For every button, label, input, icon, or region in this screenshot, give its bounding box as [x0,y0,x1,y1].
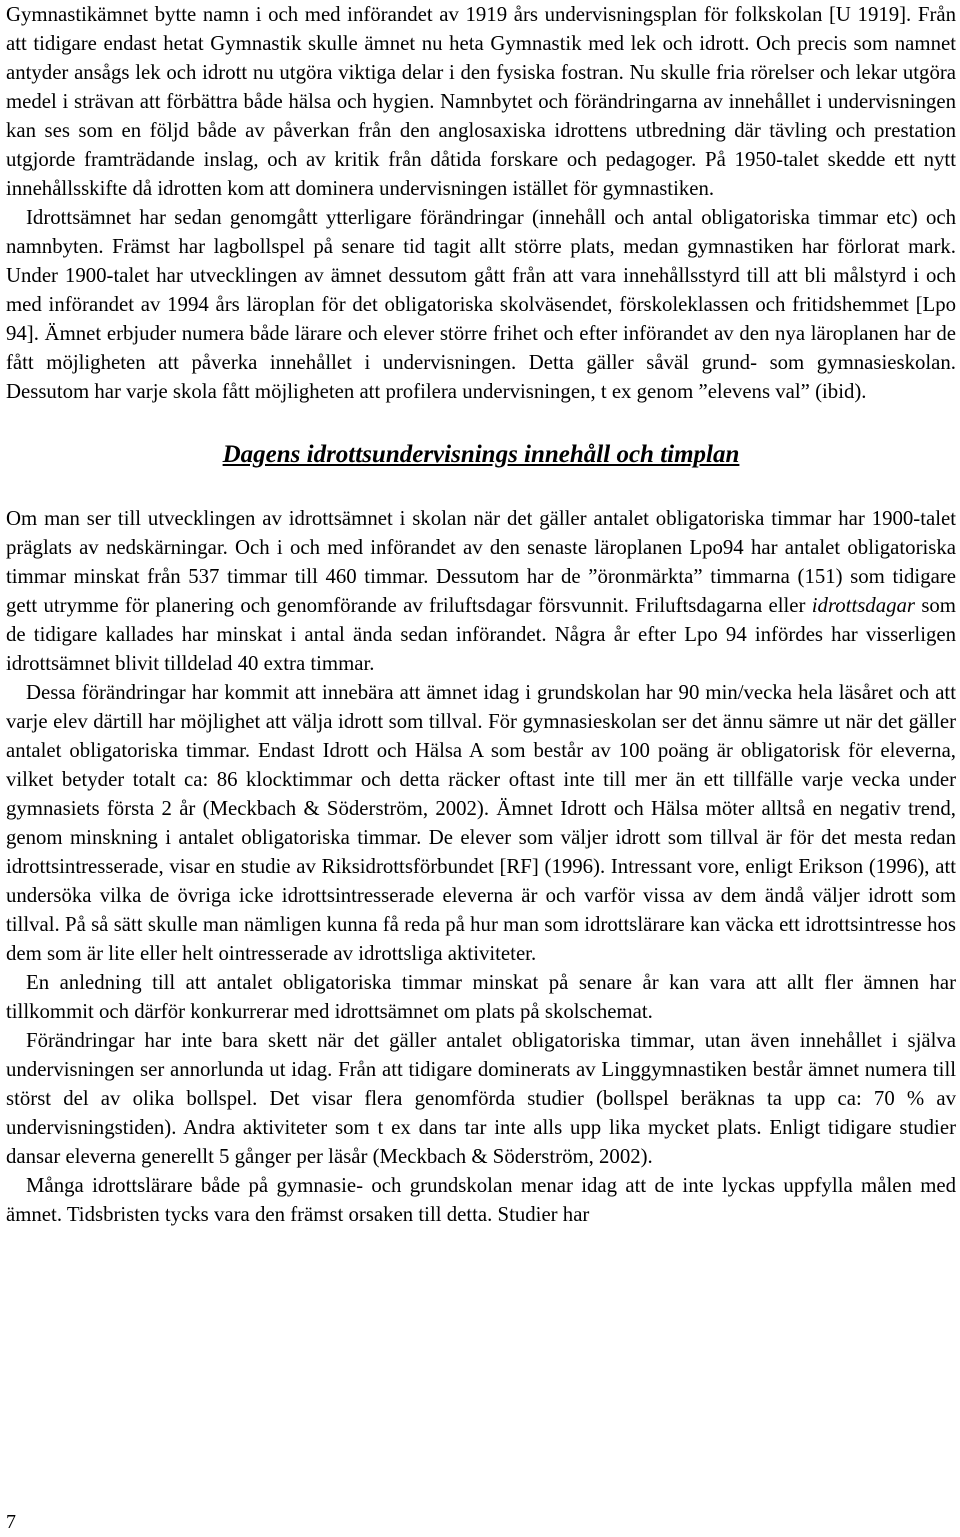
body-paragraph [6,504,956,678]
body-paragraph: Idrottsämnet har sedan genomgått ytterligare förändringar (innehåll och antal obligatoriska timmar etc) och namnbyten. Främst har lagbollspel på senare tid tagit allt större plats, medan gymnastiken har förlorat mark. Under 1900-talet har utvecklingen av ämnet dessutom gått från att vara innehållsstyrd till att bli målstyrd i och med införandet av 1994 års läroplan för det obligatoriska skolväsendet, förskoleklassen och fritidshemmet [Lpo 94]. Ämnet erbjuder numera både lärare och elever större frihet och efter införandet av den nya läroplanen har de fått möjligheten att påverka innehållet i undervisningen. Detta gäller såväl grund- som gymnasieskolan. Dessutom har varje skola fått möjligheten att profilera undervisningen, t ex genom ”elevens val” (ibid). [6,206,956,403]
body-paragraph: Gymnastikämnet bytte namn i och med införandet av 1919 års undervisningsplan för folkskolan [U 1919]. Från att tidigare endast hetat Gymnastik skulle ämnet nu heta Gymnastik med lek och idrott. Och precis som namnet antyder ansågs lek och idrott nu utgöra viktiga delar i den fysiska fostran. Nu skulle fria rörelser och lekar utgöra medel i strävan att förbättra både hälsa och hygien. Namnbytet och förändringarna av innehållet i undervisningen kan ses som en följd både av påverkan från den anglosaxiska idrottens utbredning där tävling och prestation utgjorde framträdande inslag, och av kritik från dåtida forskare och pedagoger. På 1950-talet skedde ett nytt innehållsskifte då idrotten kom att dominera undervisningen istället för gymnastiken. [6,3,956,200]
body-paragraph: En anledning till att antalet obligatoriska timmar minskat på senare år kan vara att allt fler ämnen har tillkommit och därför konkurrerar med idrottsämnet om plats på skolschemat. [6,971,956,1023]
text-run: Om man ser till utvecklingen av idrottsämnet i skolan när det gäller antalet obligatoriska timmar har 1900-talet präglats av nedskärningar. Och i och med införandet av den senaste läroplanen Lpo94 har antalet obligatoriska timmar minskat från 537 timmar till 460 timmar. Dessutom har de ”öronmärkta” timmarna (151) som tidigare gett utrymme för planering och genomförande av friluftsdagar försvunnit. Friluftsdagarna eller [6,507,956,617]
body-paragraph: Förändringar har inte bara skett när det gäller antalet obligatoriska timmar, utan även innehållet i själva undervisningen ser annorlunda ut idag. Från att tidigare dominerats av Linggymnastiken består ämnet numera till störst del av olika bollspel. Det visar flera genomförda studier (bollspel beräknas ta upp ca: 70 % av undervisningstiden). Andra aktiviteter som t ex dans tar inte alls upp lika mycket plats. Enligt tidigare studier dansar eleverna generellt 5 gånger per läsår (Meckbach & Söderström, 2002). [6,1029,956,1168]
text-run: som de tidigare kallades har minskat i antal ända sedan införandet. Några år efter Lpo 94 infördes har visserligen idrottsämnet blivit tilldelad 40 extra timmar. [6,594,956,675]
document-page [6,0,956,1229]
page-number: 7 [6,1511,16,1533]
body-paragraph: Dessa förändringar har kommit att innebära att ämnet idag i grundskolan har 90 min/vecka hela läsåret och att varje elev därtill har möjlighet att välja idrott som tillval. För gymnasieskolan ser det ännu sämre ut när det gäller antalet obligatoriska timmar. Endast Idrott och Hälsa A som består av 100 poäng är obligatorisk för eleverna, vilket betyder totalt ca: 86 klocktimmar och detta räcker oftast inte till mer än ett tillfälle varje vecka under gymnasiets första 2 år (Meckbach & Söderström, 2002). Ämnet Idrott och Hälsa möter alltså en negativ trend, genom minskning i antalet obligatoriska timmar. De elever som väljer idrott som tillval är för det mesta redan idrottsintresserade, visar en studie av Riksidrottsförbundet [RF] (1996). Intressant vore, enligt Erikson (1996), att undersöka vilka de övriga icke idrottsintresserade eleverna är och varför vissa av dem ändå väljer idrott som tillval. På så sätt skulle man nämligen kunna få reda på hur man som idrottslärare kan väcka ett idrottsintresse hos dem som är lite eller helt ointresserade av idrottsliga aktiviteter. [6,681,956,965]
section-heading: Dagens idrottsundervisnings innehåll och timplan [222,441,740,468]
italic-term: idrottsdagar [811,594,915,617]
body-paragraph: Många idrottslärare både på gymnasie- och grundskolan menar idag att de inte lyckas uppfylla målen med ämnet. Tidsbristen tycks vara den främst orsaken till detta. Studier har [6,1174,956,1226]
